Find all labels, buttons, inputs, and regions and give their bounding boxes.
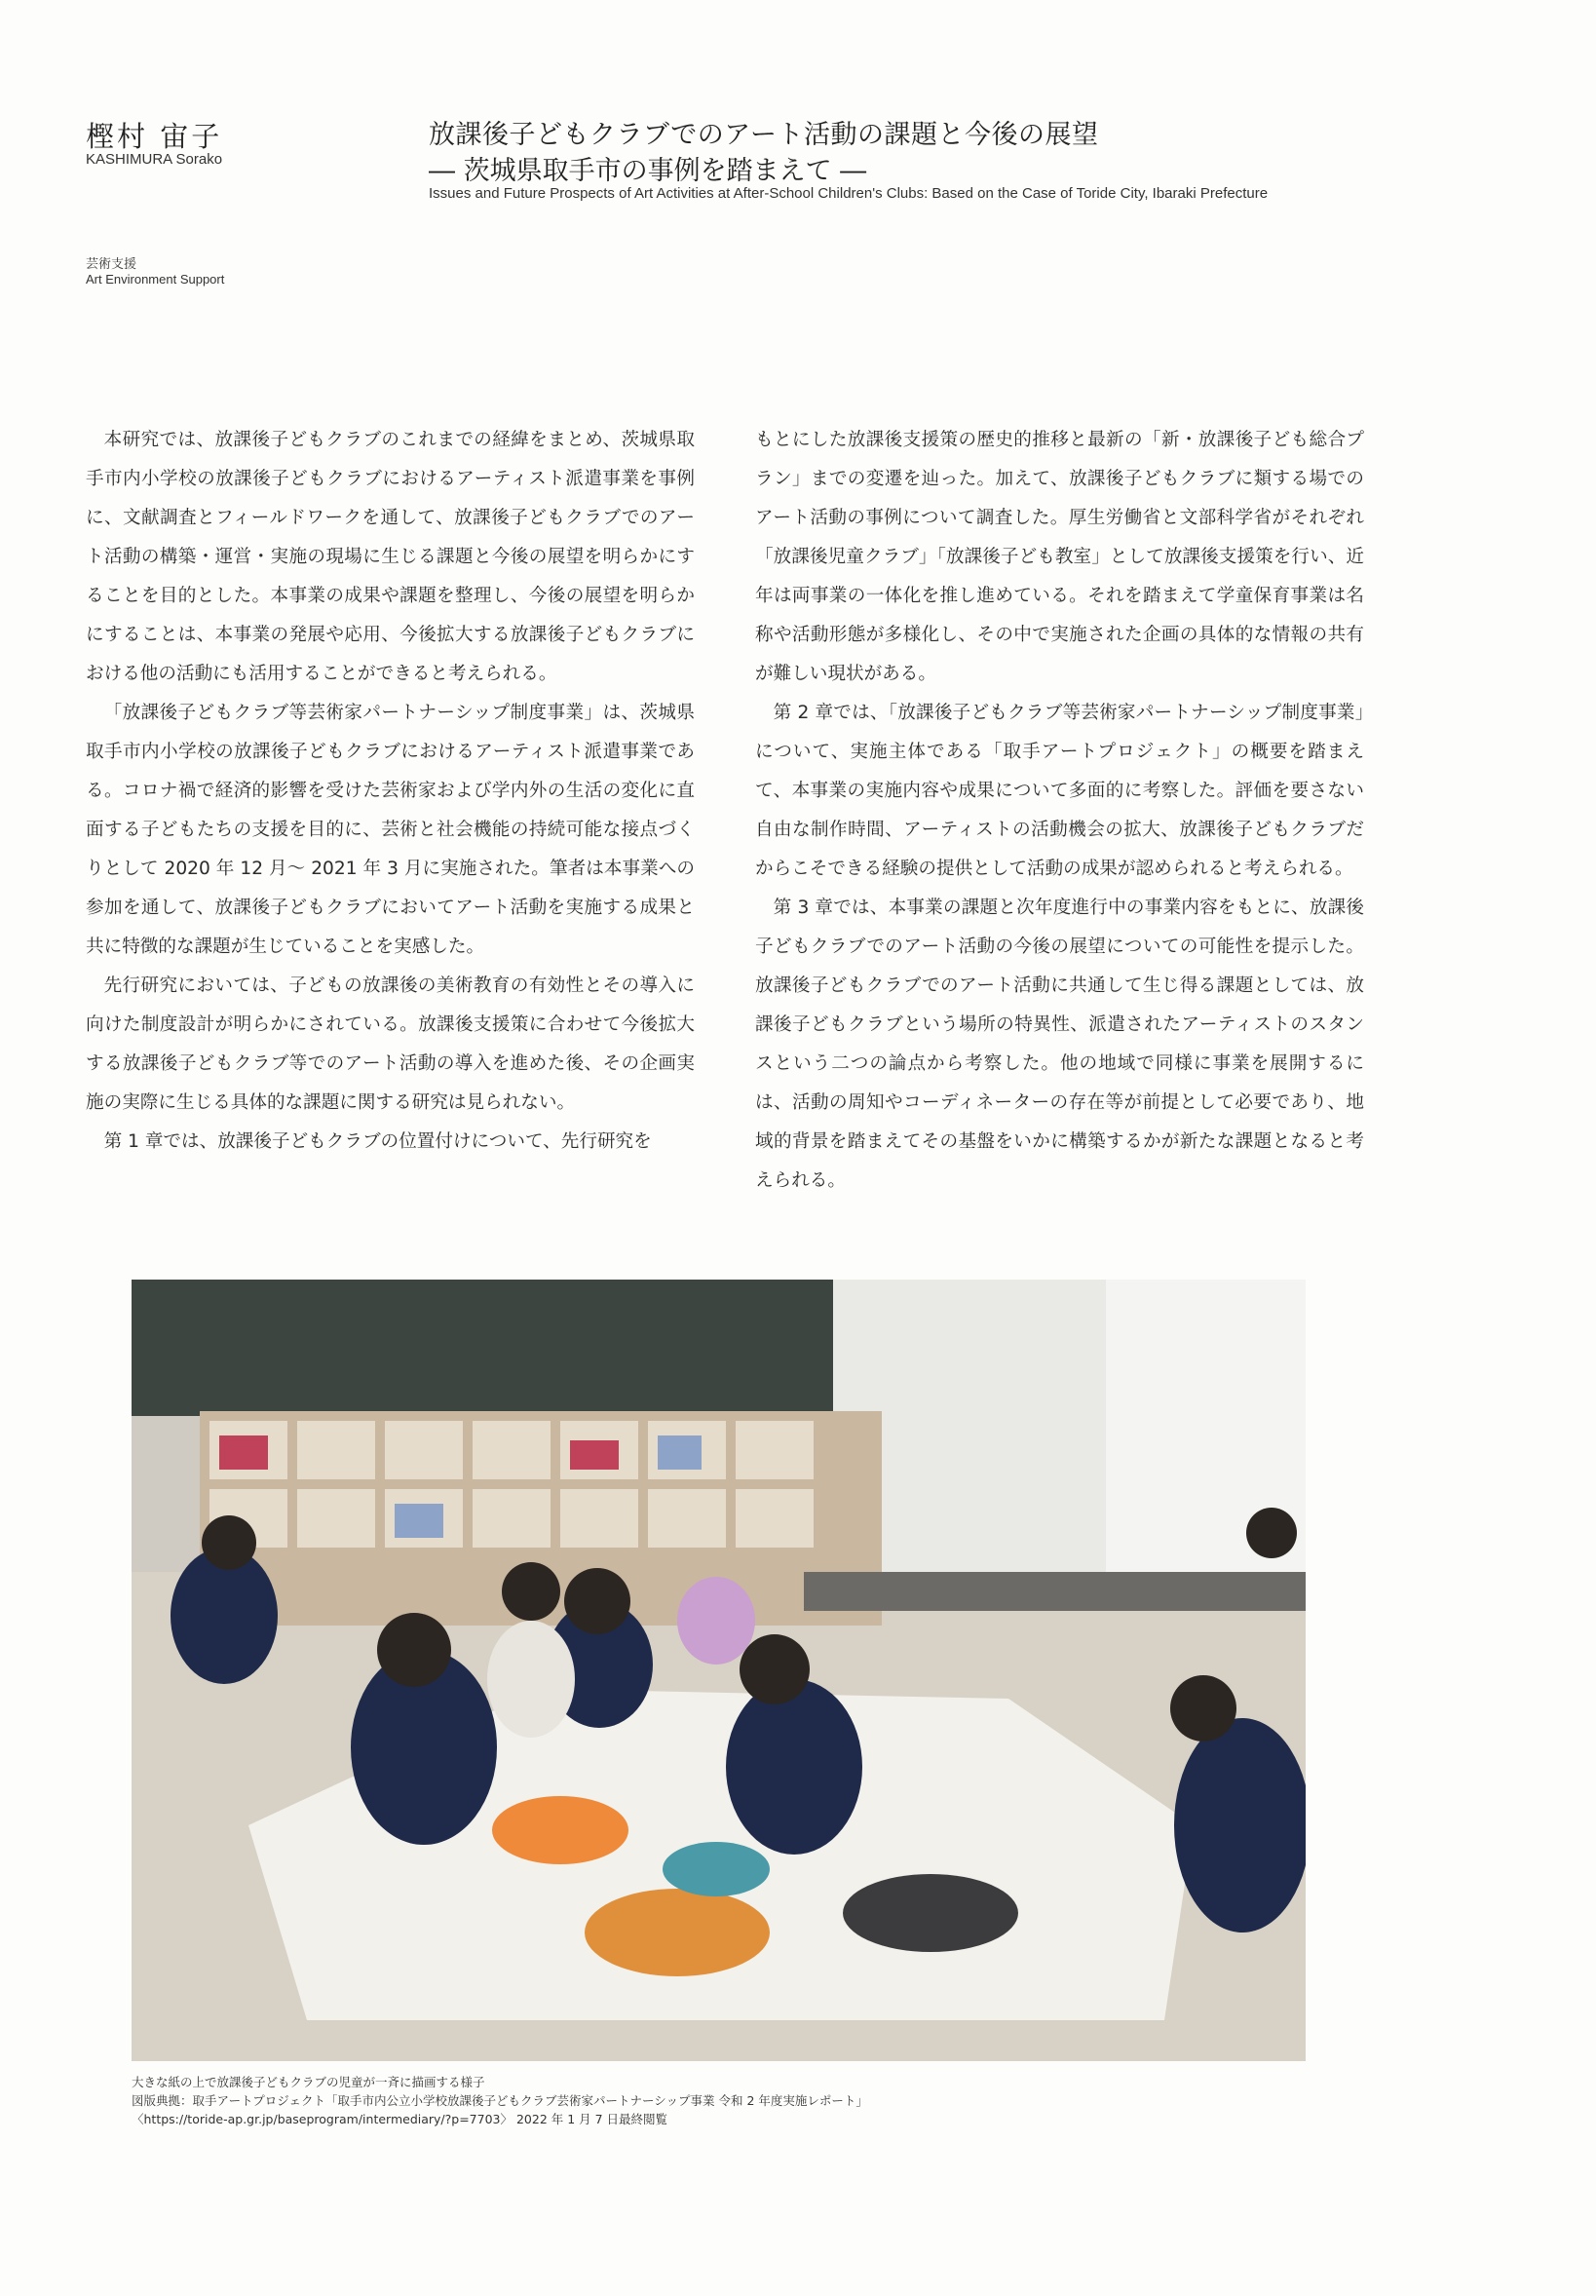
paragraph: 「放課後子どもクラブ等芸術家パートナーシップ制度事業」は、茨城県取手市内小学校の放課後子どもクラブにおけるアーティスト派遣事業である。コロナ禍で経済的影響を受けた芸術家および学内外の生活の変化に直面する子どもたちの支援を目的に、芸術と社会機能の持続可能な接点づくりとして 2020 年 12 月～ 2021 年 3 月に実施された。筆者は本事業への参加を通して、放課後子どもクラブにおいてアート活動を実施する成果と共に特徴的な課題が生じていることを実感した。 (86, 703, 695, 957)
figure-source: 図版典拠：取手アートプロジェクト「取手市内公立小学校放課後子どもクラブ芸術家パートナーシップ事業 令和 2 年度実施レポート」 (132, 2093, 868, 2108)
body-column-left (86, 421, 695, 1162)
paper-title: 放課後子どもクラブでのアート活動の課題と今後の展望 (429, 120, 1099, 150)
paragraph: 先行研究においては、子どもの放課後の美術教育の有効性とその導入に向けた制度設計が明らかにされている。放課後支援策に合わせて今後拡大する放課後子どもクラブ等でのアート活動の導入を進めた後、その企画実施の実際に生じる具体的な課題に関する研究は見られない。 (86, 976, 695, 1113)
paragraph: 第 2 章では、「放課後子どもクラブ等芸術家パートナーシップ制度事業」について、実施主体である「取手アートプロジェクト」の概要を踏まえて、本事業の実施内容や成果について多面的に考察した。評価を要さない自由な制作時間、アーティストの活動機会の拡大、放課後子どもクラブだからこそできる経験の提供として活動の成果が認められると考えられる。 (755, 703, 1364, 879)
category-en: Art Environment Support (86, 272, 225, 287)
figure-caption-block (132, 2073, 868, 2128)
body-column-right (755, 421, 1364, 1201)
paragraph: 本研究では、放課後子どもクラブのこれまでの経緯をまとめ、茨城県取手市内小学校の放課後子どもクラブにおけるアーティスト派遣事業を事例に、文献調査とフィールドワークを通して、放課後子どもクラブでのアート活動の構築・運営・実施の現場に生じる課題と今後の展望を明らかにすることを目的とした。本事業の成果や課題を整理し、今後の展望を明らかにすることは、本事業の発展や応用、今後拡大する放課後子どもクラブにおける他の活動にも活用することができると考えられる。 (86, 430, 695, 684)
paragraph: 第 1 章では、放課後子どもクラブの位置付けについて、先行研究を (103, 1131, 652, 1152)
category-ja: 芸術支援 (86, 257, 137, 272)
author-name-ja: 樫村 宙子 (86, 120, 223, 153)
classroom-photo (132, 1280, 1306, 2061)
author-name-en: KASHIMURA Sorako (86, 151, 223, 168)
figure-url: 〈https://toride-ap.gr.jp/baseprogram/intermediary/?p=7703〉 2022 年 1 月 7 日最終閲覧 (132, 2112, 668, 2126)
paper-subtitle: ― 茨城県取手市の事例を踏まえて ― (429, 156, 867, 186)
figure-caption: 大きな紙の上で放課後子どもクラブの児童が一斉に描画する様子 (132, 2075, 485, 2089)
paragraph: もとにした放課後支援策の歴史的推移と最新の「新・放課後子ども総合プラン」までの変遷を辿った。加えて、放課後子どもクラブに類する場でのアート活動の事例について調査した。厚生労働省と文部科学省がそれぞれ「放課後児童クラブ」「放課後子ども教室」として放課後支援策を行い、近年は両事業の一体化を推し進めている。それを踏まえて学童保育事業は名称や活動形態が多様化し、その中で実施された企画の具体的な情報の共有が難しい現状がある。 (755, 430, 1364, 684)
paragraph: 第 3 章では、本事業の課題と次年度進行中の事業内容をもとに、放課後子どもクラブでのアート活動の今後の展望についての可能性を提示した。放課後子どもクラブでのアート活動に共通して生じ得る課題としては、放課後子どもクラブという場所の特異性、派遣されたアーティストのスタンスという二つの論点から考察した。他の地域で同様に事業を展開するには、活動の周知やコーディネーターの存在等が前提として必要であり、地域的背景を踏まえてその基盤をいかに構築するかが新たな課題となると考えられる。 (755, 898, 1364, 1191)
paper-title-en: Issues and Future Prospects of Art Activities at After-School Children's Clubs: Based on the Case of Toride City, Ibaraki Prefecture (429, 185, 1269, 202)
